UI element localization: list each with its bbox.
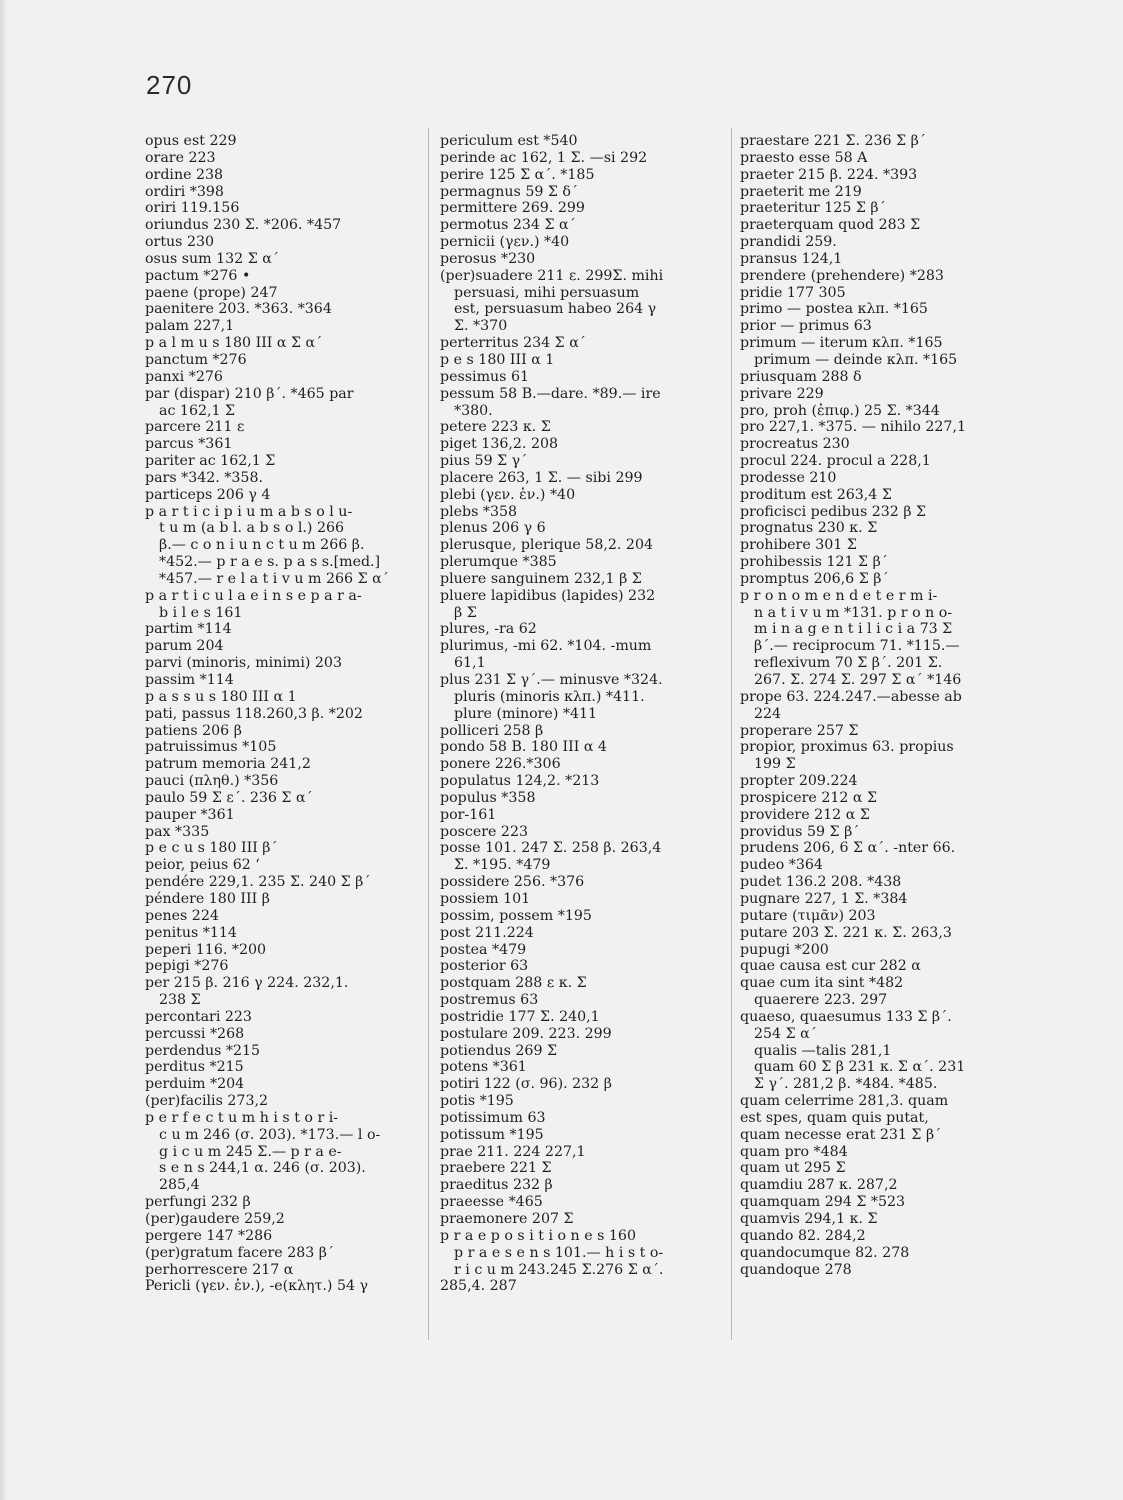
index-entry: quam 60 Σ β 231 κ. Σ α΄. 231 — [754, 1059, 966, 1076]
index-entry: β΄.— reciprocum 71. *115.— — [754, 638, 960, 655]
index-column-2 — [440, 133, 722, 1295]
index-entry: populatus 124,2. *213 — [440, 773, 600, 790]
index-entry: paene (prope) 247 — [145, 284, 278, 301]
index-entry: pessimus 61 — [440, 368, 530, 385]
index-entry: penitus *114 — [145, 924, 237, 941]
index-entry: perire 125 Σ α΄. *185 — [440, 166, 595, 183]
index-entry: p e r f e c t u m h i s t o r i- — [145, 1109, 339, 1126]
index-entry: procreatus 230 — [740, 436, 850, 453]
index-entry: *380. — [454, 402, 493, 419]
index-entry: est spes, quam quis putat, — [740, 1109, 929, 1126]
index-entry: perinde ac 162, 1 Σ. —si 292 — [440, 149, 648, 166]
index-entry: pondo 58 B. 180 III α 4 — [440, 739, 607, 756]
index-entry: p e c u s 180 III β΄ — [145, 840, 278, 857]
index-entry: peior, peius 62 ‘ — [145, 857, 260, 874]
index-entry: péndere 180 III β — [145, 890, 270, 907]
index-entry: pauci (πληθ.) *356 — [145, 773, 279, 790]
index-entry: perterritus 234 Σ α΄ — [440, 335, 586, 352]
index-entry: patiens 206 β — [145, 722, 242, 739]
index-entry: persuasi, mihi persuasum — [454, 284, 640, 301]
index-entry: primo — postea κλπ. *165 — [740, 301, 928, 318]
index-entry: quamdiu 287 κ. 287,2 — [740, 1177, 898, 1194]
index-entry: perdendus *215 — [145, 1042, 261, 1059]
index-entry: pepigi *276 — [145, 958, 229, 975]
index-entry: providere 212 α Σ — [740, 806, 870, 823]
index-entry: paulo 59 Σ ε΄. 236 Σ α΄ — [145, 789, 313, 806]
index-entry: *452.— p r a e s. p a s s.[med.] — [159, 554, 381, 571]
index-entry: ordiri *398 — [145, 183, 224, 200]
index-entry: perfungi 232 β — [145, 1194, 251, 1211]
index-entry: p r o n o m e n d e t e r m i- — [740, 587, 938, 604]
column-divider — [731, 128, 732, 1340]
index-entry: ordine 238 — [145, 166, 224, 183]
index-entry: pluere sanguinem 232,1 β Σ — [440, 570, 642, 587]
index-entry: *457.— r e l a t i v u m 266 Σ α΄ — [159, 570, 389, 587]
index-entry: pessum 58 B.—dare. *89.— ire — [440, 385, 661, 402]
index-entry: patrum memoria 241,2 — [145, 756, 311, 773]
index-entry: petere 223 κ. Σ — [440, 419, 551, 436]
index-entry: possiem 101 — [440, 890, 531, 907]
index-entry: p e s 180 III α 1 — [440, 351, 555, 368]
index-entry: patruissimus *105 — [145, 739, 277, 756]
index-entry: praeesse *465 — [440, 1194, 543, 1211]
index-entry: oriri 119.156 — [145, 200, 240, 217]
index-entry: potiri 122 (σ. 96). 232 β — [440, 1076, 612, 1093]
index-entry: perosus *230 — [440, 250, 536, 267]
index-entry: priusquam 288 δ — [740, 368, 862, 385]
page-number: 270 — [146, 70, 193, 100]
index-entry: osus sum 132 Σ α΄ — [145, 250, 279, 267]
index-entry: praestare 221 Σ. 236 Σ β΄ — [740, 133, 926, 149]
index-entry: primum — deinde κλπ. *165 — [754, 351, 958, 368]
index-entry: 267. Σ. 274 Σ. 297 Σ α΄ *146 — [754, 672, 962, 688]
index-entry: r i c u m 243.245 Σ.276 Σ α΄. — [454, 1261, 664, 1278]
index-entry: pridie 177 305 — [740, 284, 846, 301]
index-entry: postulare 209. 223. 299 — [440, 1025, 612, 1042]
index-entry: polliceri 258 β — [440, 722, 544, 739]
index-entry: quae causa est cur 282 α — [740, 958, 921, 975]
index-entry: praeterquam quod 283 Σ — [740, 217, 921, 234]
index-entry: propior, proximus 63. propius — [740, 739, 954, 756]
index-entry: properare 257 Σ — [740, 722, 859, 739]
index-entry: β.— c o n i u n c t u m 266 β. — [159, 537, 365, 554]
index-entry: perditus *215 — [145, 1059, 244, 1076]
index-entry: quaeso, quaesumus 133 Σ β΄. — [740, 1008, 952, 1025]
page-edge-shadow — [0, 0, 8, 1500]
index-entry: plerumque *385 — [440, 554, 557, 571]
index-entry: pransus 124,1 — [740, 250, 843, 267]
index-entry: 285,4 — [159, 1177, 200, 1194]
index-entry: pauper *361 — [145, 806, 235, 823]
index-entry: palam 227,1 — [145, 318, 235, 335]
index-entry: prohibere 301 Σ — [740, 537, 857, 554]
index-entry: proditum est 263,4 Σ — [740, 486, 892, 503]
index-entry: quaerere 223. 297 — [754, 992, 888, 1009]
index-entry: pars *342. *358. — [145, 469, 263, 486]
index-entry: pugnare 227, 1 Σ. *384 — [740, 890, 908, 907]
index-entry: pro, proh (ἐπιφ.) 25 Σ. *344 — [740, 402, 940, 419]
index-entry: s e n s 244,1 α. 246 (σ. 203). — [159, 1160, 366, 1177]
index-entry: possidere 256. *376 — [440, 874, 585, 891]
index-entry: quam ut 295 Σ — [740, 1160, 846, 1177]
index-entry: quam celerrime 281,3. quam — [740, 1093, 949, 1110]
index-entry: prohibessis 121 Σ β΄ — [740, 554, 888, 571]
index-entry: penes 224 — [145, 907, 219, 924]
index-entry: praeterit me 219 — [740, 183, 862, 200]
index-entry: Σ γ΄. 281,2 β. *484. *485. — [754, 1076, 938, 1093]
index-entry: qualis —talis 281,1 — [754, 1042, 892, 1059]
index-entry: 61,1 — [454, 655, 486, 672]
index-entry: p a s s u s 180 III α 1 — [145, 688, 297, 705]
index-entry: pati, passus 118.260,3 β. *202 — [145, 705, 363, 722]
index-entry: quandoque 278 — [740, 1261, 852, 1278]
index-entry: promptus 206,6 Σ β΄ — [740, 570, 889, 587]
index-entry: prandidi 259. — [740, 234, 837, 251]
index-entry: ponere 226.*306 — [440, 756, 561, 773]
column-divider — [428, 128, 429, 1340]
index-entry: particeps 206 γ 4 — [145, 486, 271, 503]
index-entry: p r a e s e n s 101.— h i s t o- — [454, 1244, 664, 1261]
index-entry: par (dispar) 210 β΄. *465 par — [145, 385, 354, 402]
index-entry: m i n a g e n t i l i c i a 73 Σ — [754, 621, 953, 638]
index-entry: prior — primus 63 — [740, 318, 872, 335]
index-entry: t u m (a b l. a b s o l.) 266 — [159, 520, 345, 537]
index-entry: proficisci pedibus 232 β Σ — [740, 503, 927, 520]
index-entry: permotus 234 Σ α΄ — [440, 217, 576, 234]
index-entry: parcus *361 — [145, 436, 233, 453]
index-entry: plebs *358 — [440, 503, 518, 520]
index-entry: postquam 288 ε κ. Σ — [440, 975, 587, 992]
index-entry: putare 203 Σ. 221 κ. Σ. 263,3 — [740, 924, 952, 941]
index-entry: potiendus 269 Σ — [440, 1042, 558, 1059]
index-entry: praemonere 207 Σ — [440, 1211, 574, 1227]
index-entry: p r a e p o s i t i o n e s 160 — [440, 1227, 636, 1244]
index-entry: parum 204 — [145, 638, 224, 655]
index-entry: 238 Σ — [159, 992, 201, 1009]
index-entry: perhorrescere 217 α — [145, 1261, 294, 1278]
index-entry: pendére 229,1. 235 Σ. 240 Σ β΄ — [145, 874, 371, 891]
index-entry: poscere 223 — [440, 823, 529, 840]
index-entry: β Σ — [454, 604, 477, 621]
index-entry: (per)gaudere 259,2 — [145, 1211, 285, 1227]
index-entry: pariter ac 162,1 Σ — [145, 453, 276, 470]
index-entry: potens *361 — [440, 1059, 527, 1076]
index-entry: postridie 177 Σ. 240,1 — [440, 1008, 600, 1025]
index-entry: 254 Σ α΄ — [754, 1025, 817, 1042]
index-entry: est, persuasum habeo 264 γ — [454, 301, 657, 318]
index-entry: panxi *276 — [145, 368, 223, 385]
index-entry: propter 209.224 — [740, 773, 858, 790]
index-entry: prudens 206, 6 Σ α΄. -nter 66. — [740, 840, 956, 857]
index-entry: prospicere 212 α Σ — [740, 789, 878, 806]
index-entry: potis *195 — [440, 1093, 514, 1110]
index-entry: b i l e s 161 — [159, 604, 243, 621]
index-entry: praesto esse 58 A — [740, 149, 868, 166]
index-entry: praeditus 232 β — [440, 1177, 553, 1194]
index-entry: p a l m u s 180 III α Σ α΄ — [145, 335, 323, 352]
index-entry: 224 — [754, 705, 782, 722]
index-entry: plebi (γεν. ἑν.) *40 — [440, 486, 576, 503]
index-entry: pro 227,1. *375. — nihilo 227,1 — [740, 419, 966, 436]
index-entry: passim *114 — [145, 672, 234, 688]
index-entry: partim *114 — [145, 621, 232, 638]
index-entry: piget 136,2. 208 — [440, 436, 559, 453]
index-entry: quandocumque 82. 278 — [740, 1244, 910, 1261]
index-entry: (per)gratum facere 283 β΄ — [145, 1244, 335, 1261]
index-entry: quam pro *484 — [740, 1143, 848, 1160]
index-entry: g i c u m 245 Σ.— p r a e- — [159, 1143, 342, 1160]
index-entry: p a r t i c i p i u m a b s o l u- — [145, 503, 353, 520]
index-entry: quae cum ita sint *482 — [740, 975, 904, 992]
index-entry: 199 Σ — [754, 756, 796, 773]
index-entry: quam necesse erat 231 Σ β΄ — [740, 1126, 942, 1143]
index-entry: Σ. *370 — [454, 318, 508, 335]
index-entry: pluere lapidibus (lapides) 232 — [440, 587, 656, 604]
index-entry: (per)facilis 273,2 — [145, 1093, 269, 1110]
index-entry: ortus 230 — [145, 234, 215, 251]
index-entry: postea *479 — [440, 941, 527, 958]
index-entry: prope 63. 224.247.—abesse ab — [740, 688, 962, 705]
index-entry: permittere 269. 299 — [440, 200, 585, 217]
index-entry: 285,4. 287 — [440, 1278, 517, 1295]
index-entry: plenus 206 γ 6 — [440, 520, 546, 537]
index-entry: pergere 147 *286 — [145, 1227, 273, 1244]
index-entry: quamvis 294,1 κ. Σ — [740, 1211, 878, 1227]
index-entry: pernicii (γεν.) *40 — [440, 234, 570, 251]
index-entry: pudet 136.2 208. *438 — [740, 874, 902, 891]
index-entry: parcere 211 ε — [145, 419, 245, 436]
index-entry: primum — iterum κλπ. *165 — [740, 335, 943, 352]
index-entry: putare (τιμᾶν) 203 — [740, 907, 876, 924]
index-entry: praebere 221 Σ — [440, 1160, 552, 1177]
index-entry: pluris (minoris κλπ.) *411. — [454, 688, 645, 705]
index-entry: perduim *204 — [145, 1076, 245, 1093]
index-entry: possim, possem *195 — [440, 907, 592, 924]
index-entry: peperi 116. *200 — [145, 941, 267, 958]
index-entry: potissimum 63 — [440, 1109, 546, 1126]
index-entry: postremus 63 — [440, 992, 539, 1009]
index-entry: potissum *195 — [440, 1126, 544, 1143]
index-entry: placere 263, 1 Σ. — sibi 299 — [440, 469, 643, 486]
index-column-3 — [740, 133, 1040, 1278]
index-entry: paenitere 203. *363. *364 — [145, 301, 332, 318]
index-entry: privare 229 — [740, 385, 824, 402]
index-entry: praeter 215 β. 224. *393 — [740, 166, 918, 183]
index-entry: permagnus 59 Σ δ΄ — [440, 183, 579, 200]
index-entry: plures, -ra 62 — [440, 621, 537, 638]
index-entry: pax *335 — [145, 823, 210, 840]
index-entry: plerusque, plerique 58,2. 204 — [440, 537, 653, 554]
index-entry: pius 59 Σ γ΄ — [440, 453, 528, 470]
index-entry: por-161 — [440, 806, 497, 823]
index-entry: pudeo *364 — [740, 857, 823, 874]
index-entry: populus *358 — [440, 789, 536, 806]
index-entry: periculum est *540 — [440, 133, 578, 149]
index-entry: parvi (minoris, minimi) 203 — [145, 655, 342, 672]
index-column-1 — [145, 133, 415, 1295]
index-entry: percontari 223 — [145, 1008, 252, 1025]
index-entry: pupugi *200 — [740, 941, 829, 958]
index-entry: (per)suadere 211 ε. 299Σ. mihi — [440, 267, 664, 284]
index-entry: plurimus, -mi 62. *104. -mum — [440, 638, 652, 655]
index-entry: quamquam 294 Σ *523 — [740, 1194, 906, 1211]
index-entry: prodesse 210 — [740, 469, 837, 486]
index-entry: posterior 63 — [440, 958, 529, 975]
index-entry: quando 82. 284,2 — [740, 1227, 866, 1244]
index-entry: plure (minore) *411 — [454, 705, 598, 722]
index-entry: praeteritur 125 Σ β΄ — [740, 200, 886, 217]
index-entry: post 211.224 — [440, 924, 534, 941]
index-entry: procul 224. procul a 228,1 — [740, 453, 931, 470]
index-entry: percussi *268 — [145, 1025, 245, 1042]
index-entry: c u m 246 (σ. 203). *173.— l o- — [159, 1126, 381, 1143]
index-entry: providus 59 Σ β΄ — [740, 823, 860, 840]
index-entry: per 215 β. 216 γ 224. 232,1. — [145, 975, 349, 992]
index-entry: Σ. *195. *479 — [454, 857, 551, 874]
index-entry: prognatus 230 κ. Σ — [740, 520, 878, 537]
index-entry: prae 211. 224 227,1 — [440, 1143, 586, 1160]
index-entry: plus 231 Σ γ΄.— minusve *324. — [440, 672, 663, 688]
index-entry: oriundus 230 Σ. *206. *457 — [145, 217, 342, 234]
index-entry: p a r t i c u l a e i n s e p a r a- — [145, 587, 362, 604]
index-entry: ac 162,1 Σ — [159, 402, 236, 419]
index-entry: reflexivum 70 Σ β΄. 201 Σ. — [754, 655, 943, 672]
index-entry: n a t i v u m *131. p r o n o- — [754, 604, 953, 621]
index-entry: prendere (prehendere) *283 — [740, 267, 944, 284]
index-entry: pactum *276 • — [145, 267, 251, 284]
index-entry: opus est 229 — [145, 133, 237, 149]
index-entry: panctum *276 — [145, 351, 247, 368]
index-entry: Pericli (γεν. ἑν.), -e(κλητ.) 54 γ — [145, 1278, 368, 1295]
index-entry: orare 223 — [145, 149, 216, 166]
index-entry: posse 101. 247 Σ. 258 β. 263,4 — [440, 840, 662, 857]
